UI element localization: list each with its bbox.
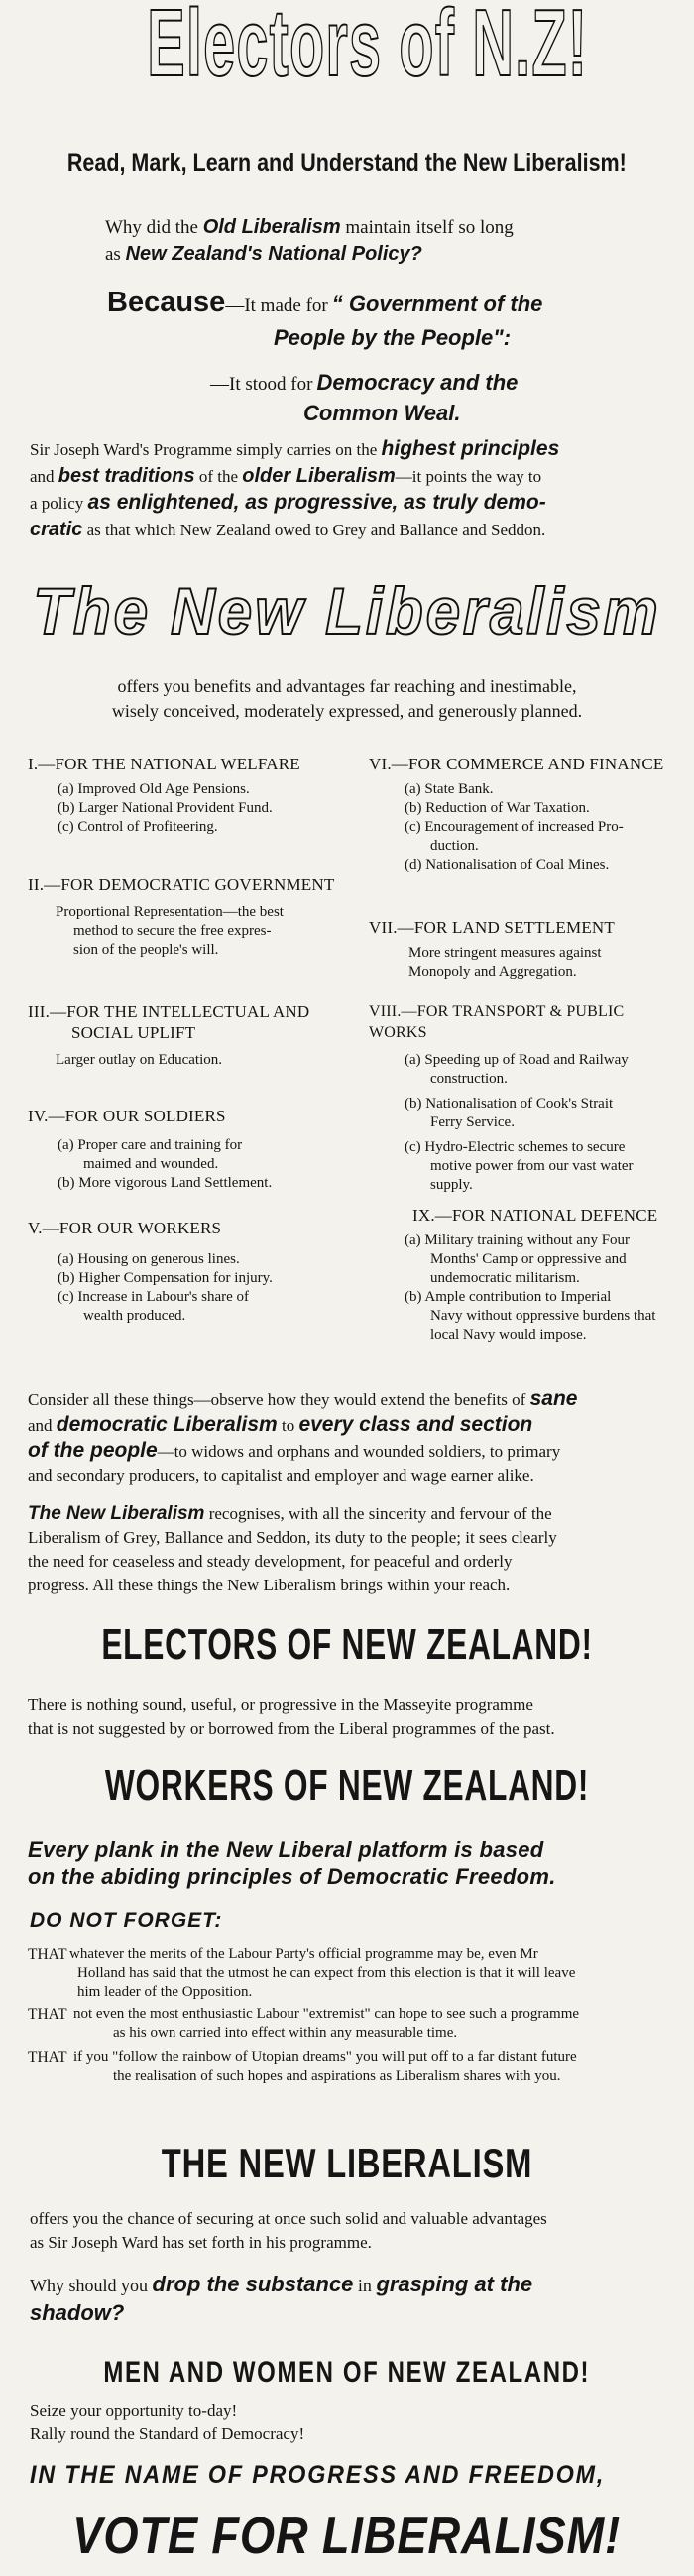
section-i — [28, 754, 300, 837]
ward-l3a: a policy — [30, 494, 84, 513]
that-list — [28, 1945, 682, 2092]
title-block — [0, 0, 694, 96]
that-2-line-1: not even the most enthusiastic Labour "extremist" can hope to see such a programme — [73, 2006, 580, 2022]
section-i-item-b: (b) Larger National Provident Fund. — [58, 800, 273, 816]
ward-line-1 — [30, 436, 674, 463]
section-vi-item-c: (c) Encouragement of increased Pro- — [405, 819, 624, 835]
section-ii-item-3: sion of the people's will. — [73, 942, 219, 958]
section-i-item-a: (a) Improved Old Age Pensions. — [58, 781, 250, 797]
recognises-paragraph — [28, 1502, 676, 1597]
that-word-1: THAT — [28, 1946, 67, 1963]
because-block — [107, 288, 662, 430]
section-viii-item-b: (b) Nationalisation of Cook's Strait — [405, 1096, 614, 1112]
ward-line-3 — [30, 490, 674, 517]
seize-line: Seize your opportunity to-day! — [30, 2401, 238, 2420]
section-ii-heading: II.—FOR DEMOCRATIC GOVERNMENT — [28, 876, 335, 894]
section-iii-heading: III.—FOR THE INTELLECTUAL AND — [28, 1002, 310, 1021]
section-v-item-a: (a) Housing on generous lines. — [58, 1251, 240, 1267]
why-paragraph — [30, 2271, 684, 2328]
ward-line-2 — [30, 463, 674, 490]
electors-banner-text: ELECTORS OF NEW ZEALAND! — [101, 1620, 593, 1669]
because-first-quote: “ Government of the — [331, 292, 543, 316]
section-viii-item-c: (c) Hydro-Electric schemes to secure — [405, 1139, 626, 1155]
ward-l4b: as that which New Zealand owed to Grey and Ballance and Seddon. — [86, 521, 546, 539]
section-i-item-c: (c) Control of Profiteering. — [58, 819, 218, 835]
because-second-term: Democracy and the — [316, 370, 519, 395]
section-vii — [369, 917, 678, 982]
question-line-1 — [105, 216, 660, 239]
name-of-progress — [30, 2461, 684, 2490]
new-liberalism-heading — [0, 573, 694, 648]
ward-l3b: as enlightened, as progressive, as truly demo- — [87, 491, 546, 514]
ward-l2d: older Liberalism — [242, 465, 396, 487]
consider-line-2 — [28, 1412, 676, 1438]
do-not-forget-text: DO NOT FORGET: — [30, 1909, 223, 1932]
do-not-forget — [30, 1909, 222, 1932]
ward-l2c: of the — [198, 467, 239, 486]
section-ix-item-b-cont2: local Navy would impose. — [430, 1327, 587, 1343]
men-women-banner-text: MEN AND WOMEN OF NEW ZEALAND! — [103, 2356, 591, 2389]
question-prefix: Why did the — [105, 217, 198, 238]
page-title-text: Electors of N.Z! — [147, 0, 589, 96]
masseyite-line-2: that is not suggested by or borrowed from the Liberal programmes of the past. — [28, 1719, 555, 1738]
that-1-line-2: Holland has said that the utmost he can expect from this election is that it will leave — [77, 1965, 576, 1981]
section-viii-item-a: (a) Speeding up of Road and Railway — [405, 1052, 629, 1068]
that-item-1 — [28, 1945, 682, 2005]
question-mid: maintain itself so long — [345, 217, 514, 238]
plank-line-1: Every plank in the New Liberal platform is based — [28, 1837, 544, 1862]
section-vi-heading: VI.—FOR COMMERCE AND FINANCE — [369, 755, 664, 773]
offers-line-1: offers you benefits and advantages far reaching and inestimable, — [117, 676, 577, 696]
men-women-banner — [0, 2356, 694, 2390]
consider-l2a: and — [28, 1416, 53, 1435]
section-v-heading: V.—FOR OUR WORKERS — [28, 1219, 222, 1237]
consider-l2c: to — [281, 1416, 295, 1435]
section-ii — [28, 875, 334, 960]
ward-paragraph — [30, 436, 674, 543]
chance-line-1: offers you the chance of securing at once such solid and valuable advantages — [30, 2209, 547, 2228]
consider-line-1 — [28, 1386, 676, 1412]
why-l1d: grasping at the — [376, 2272, 533, 2296]
section-vi-item-c-cont: duction. — [430, 838, 479, 854]
because-line-3 — [210, 369, 662, 400]
why-l1c: in — [357, 2276, 372, 2295]
ward-line-4 — [30, 517, 674, 543]
that-1-line-1: whatever the merits of the Labour Party's official programme may be, even Mr — [69, 1946, 538, 1962]
vote-line-text: VOTE FOR LIBERALISM! — [72, 2508, 622, 2565]
plank-paragraph — [28, 1836, 682, 1890]
recognises-line-2: Liberalism of Grey, Ballance and Seddon, its duty to the people; it sees clearly — [28, 1528, 557, 1547]
that-word-2: THAT — [28, 2006, 67, 2023]
because-first-quote-2: People by the People": — [274, 325, 512, 350]
section-vii-heading: VII.—FOR LAND SETTLEMENT — [369, 918, 615, 937]
offers-line-2: wisely conceived, moderately expressed, and generously planned. — [111, 701, 583, 721]
that-2-line-2: as his own carried into effect within any measurable time. — [113, 2025, 458, 2041]
section-v-item-c-cont: wealth produced. — [83, 1308, 186, 1324]
consider-paragraph — [28, 1386, 676, 1488]
ward-l2e: —it points the way to — [395, 467, 542, 486]
rally-line: Rally round the Standard of Democracy! — [30, 2424, 305, 2443]
consider-line-4: and secondary producers, to capitalist and employer and wage earner alike. — [28, 1466, 534, 1485]
page-title — [0, 0, 694, 96]
section-viii — [369, 1001, 686, 1195]
electors-banner — [0, 1620, 694, 1670]
section-ix-item-a-cont: Months' Camp or oppressive and — [430, 1251, 627, 1267]
why-l1b: drop the substance — [152, 2272, 354, 2296]
because-line-1 — [107, 288, 662, 322]
section-iv-item-a: (a) Proper care and training for — [58, 1137, 243, 1153]
recognises-l1a: The New Liberalism — [28, 1503, 205, 1524]
because-second-prefix: —It stood for — [210, 374, 313, 395]
question-line-2 — [105, 243, 660, 266]
ward-l1b: highest principles — [381, 437, 560, 460]
ward-l1a: Sir Joseph Ward's Programme simply carries on the — [30, 440, 378, 459]
section-ix-item-b-cont: Navy without oppressive burdens that — [430, 1308, 656, 1324]
question-term: Old Liberalism — [202, 216, 341, 238]
section-iii-item-1: Larger outlay on Education. — [56, 1052, 223, 1068]
because-first-prefix: —It made for — [225, 295, 328, 316]
ward-l4a: cratic — [30, 519, 83, 540]
section-ii-item-2: method to secure the free expres- — [73, 923, 272, 939]
section-i-heading: I.—FOR THE NATIONAL WELFARE — [28, 755, 300, 773]
consider-l1: Consider all these things—observe how they would extend the benefits of — [28, 1390, 526, 1409]
ward-l2a: and — [30, 467, 55, 486]
that-1-line-3: him leader of the Opposition. — [77, 1984, 253, 2000]
workers-banner-text: WORKERS OF NEW ZEALAND! — [104, 1761, 590, 1810]
chance-paragraph — [30, 2207, 678, 2255]
because-line-4 — [303, 400, 662, 430]
offers-paragraph — [0, 674, 694, 724]
why-l1a: Why should you — [30, 2276, 148, 2295]
question-line2-term: New Zealand's National Policy? — [125, 243, 422, 265]
section-ii-item-1: Proportional Representation—the best — [56, 904, 284, 920]
section-vi — [369, 754, 663, 875]
new-liberalism-heading-text: The New Liberalism — [33, 574, 661, 647]
plank-line-2: on the abiding principles of Democratic Freedom. — [28, 1864, 556, 1889]
section-vii-item-2: Monopoly and Aggregation. — [408, 964, 577, 980]
consider-line-3 — [28, 1438, 676, 1464]
ward-l2b: best traditions — [58, 465, 195, 487]
section-iv-heading: IV.—FOR OUR SOLDIERS — [28, 1107, 226, 1125]
consider-l3a: of the people — [28, 1439, 158, 1462]
that-3-line-1: if you "follow the rainbow of Utopian dreams" you will put off to a far distant future — [73, 2049, 577, 2065]
section-iii-heading-2: SOCIAL UPLIFT — [71, 1023, 196, 1042]
section-ix-item-b: (b) Ample contribution to Imperial — [405, 1289, 612, 1305]
section-ix-heading: IX.—FOR NATIONAL DEFENCE — [412, 1206, 658, 1225]
consider-l2b: democratic Liberalism — [56, 1413, 278, 1436]
seize-rally — [30, 2400, 625, 2445]
that-item-3 — [28, 2049, 682, 2092]
workers-banner — [0, 1761, 694, 1811]
subtitle — [0, 149, 694, 177]
why-line-1 — [30, 2271, 684, 2299]
because-word: Because — [107, 287, 226, 318]
section-vii-item-1: More stringent measures against — [408, 945, 602, 961]
section-viii-item-c-cont: motive power from our vast water — [430, 1158, 634, 1174]
section-viii-item-c-cont2: supply. — [430, 1177, 473, 1193]
why-l2: shadow? — [30, 2300, 125, 2325]
section-viii-item-b-cont: Ferry Service. — [430, 1114, 515, 1130]
why-line-2 — [30, 2299, 684, 2328]
that-word-3: THAT — [28, 2049, 67, 2066]
question-line2-prefix: as — [105, 244, 121, 265]
recognises-line-4: progress. All these things the New Liberalism brings within your reach. — [28, 1576, 511, 1594]
chance-line-2: as Sir Joseph Ward has set forth in his programme. — [30, 2233, 372, 2252]
new-liberalism-banner — [0, 2140, 694, 2187]
section-v-item-c: (c) Increase in Labour's share of — [58, 1289, 250, 1305]
section-vi-item-b: (b) Reduction of War Taxation. — [405, 800, 590, 816]
section-vi-item-a: (a) State Bank. — [405, 781, 494, 797]
recognises-line-1 — [28, 1502, 676, 1526]
that-item-2 — [28, 2005, 682, 2049]
section-iv-item-b: (b) More vigorous Land Settlement. — [58, 1175, 273, 1191]
vote-line — [0, 2507, 694, 2566]
section-ix-item-a-cont2: undemocratic militarism. — [430, 1270, 580, 1286]
question-block — [105, 216, 660, 266]
subtitle-text: Read, Mark, Learn and Understand the New Liberalism! — [67, 149, 627, 176]
masseyite-paragraph — [28, 1694, 676, 1741]
name-of-progress-text: IN THE NAME OF PROGRESS AND FREEDOM, — [30, 2461, 606, 2489]
section-viii-item-a-cont: construction. — [430, 1071, 508, 1087]
because-line-2 — [274, 324, 662, 355]
section-viii-heading: VIII.—FOR TRANSPORT & PUBLIC WORKS — [369, 1003, 625, 1041]
recognises-line-3: the need for ceaseless and steady development, for peaceful and orderly — [28, 1552, 513, 1571]
new-liberalism-banner-text: THE NEW LIBERALISM — [161, 2140, 533, 2186]
consider-l3b: —to widows and orphans and wounded soldiers, to primary — [157, 1442, 561, 1461]
section-v — [28, 1218, 345, 1326]
consider-l2d: every class and section — [298, 1413, 533, 1436]
section-iii — [28, 1001, 345, 1070]
section-iv-item-a-cont: maimed and wounded. — [83, 1156, 219, 1172]
because-second-term-2: Common Weal. — [303, 401, 461, 425]
consider-l1b: sane — [529, 1387, 578, 1410]
that-3-line-2: the realisation of such hopes and aspirations as Liberalism shares with you. — [113, 2068, 561, 2084]
section-vi-item-d: (d) Nationalisation of Coal Mines. — [405, 857, 610, 873]
section-ix — [369, 1205, 686, 1345]
section-iv — [28, 1106, 345, 1193]
recognises-l1b: recognises, with all the sincerity and fervour of the — [208, 1504, 552, 1523]
section-ix-item-a: (a) Military training without any Four — [405, 1232, 631, 1248]
programme-columns — [0, 754, 694, 1388]
section-v-item-b: (b) Higher Compensation for injury. — [58, 1270, 273, 1286]
masseyite-line-1: There is nothing sound, useful, or progressive in the Masseyite programme — [28, 1696, 533, 1714]
